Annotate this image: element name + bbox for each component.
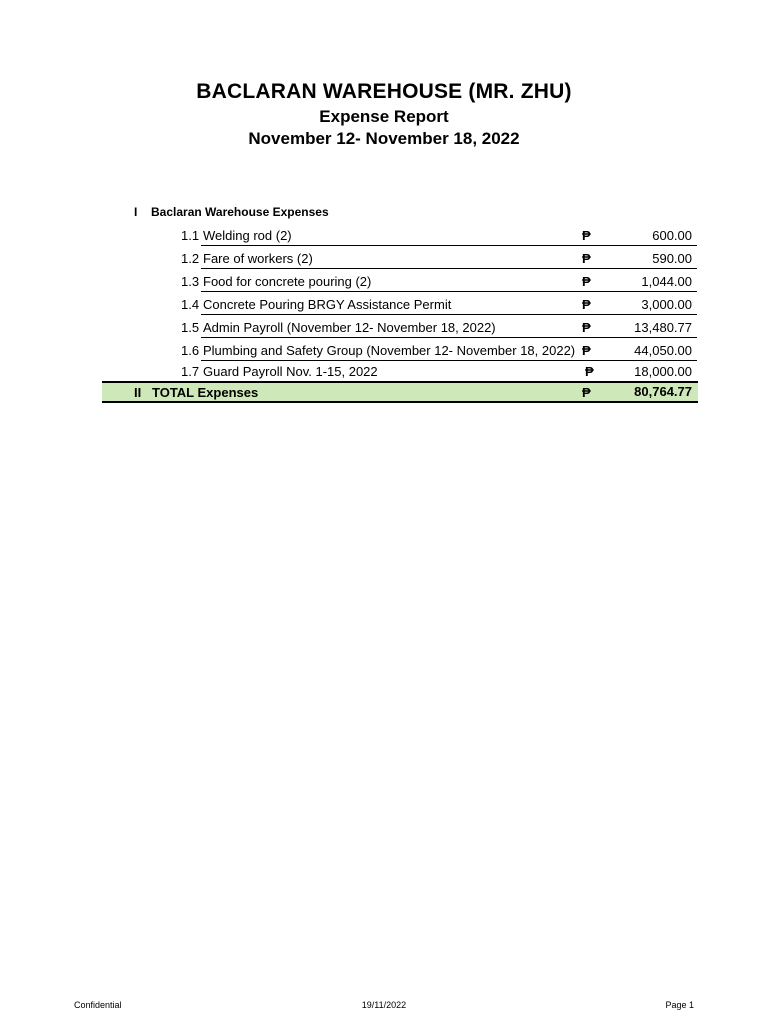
item-description: Plumbing and Safety Group (November 12- November 18, 2022) — [203, 343, 576, 358]
footer-page-number: Page 1 — [665, 1000, 694, 1010]
item-amount: 590.00 — [652, 251, 692, 266]
item-amount: 600.00 — [652, 228, 692, 243]
footer-date: 19/11/2022 — [361, 1000, 407, 1010]
item-amount: 13,480.77 — [634, 320, 692, 335]
expense-row — [0, 343, 768, 365]
report-title: BACLARAN WAREHOUSE (MR. ZHU) — [196, 80, 572, 103]
row-underline — [201, 337, 697, 338]
peso-sign: ₱ — [582, 297, 591, 312]
item-amount: 44,050.00 — [634, 343, 692, 358]
total-peso-sign: ₱ — [582, 385, 591, 400]
item-number: 1.5 — [181, 320, 200, 335]
item-description: Guard Payroll Nov. 1-15, 2022 — [203, 364, 378, 379]
total-number: II — [134, 385, 142, 400]
total-amount: 80,764.77 — [634, 384, 692, 399]
expense-row — [0, 228, 768, 250]
row-underline — [201, 245, 697, 246]
peso-sign: ₱ — [582, 228, 591, 243]
total-label: TOTAL Expenses — [152, 385, 259, 400]
item-description: Food for concrete pouring (2) — [203, 274, 372, 289]
report-period: November 12- November 18, 2022 — [248, 129, 520, 148]
peso-sign: ₱ — [585, 364, 594, 379]
item-number: 1.1 — [181, 228, 200, 243]
item-description: Admin Payroll (November 12- November 18, 2022) — [203, 320, 496, 335]
section-number: I — [134, 205, 138, 219]
item-number: 1.3 — [181, 274, 200, 289]
peso-sign: ₱ — [582, 343, 591, 358]
row-underline — [201, 291, 697, 292]
item-amount: 3,000.00 — [641, 297, 692, 312]
item-description: Fare of workers (2) — [203, 251, 313, 266]
expense-row — [0, 320, 768, 342]
item-number: 1.7 — [181, 364, 200, 379]
expense-row — [0, 297, 768, 319]
row-underline — [201, 360, 697, 361]
report-subtitle: Expense Report — [319, 107, 449, 126]
footer-confidential: Confidential — [74, 1000, 122, 1010]
item-amount: 18,000.00 — [634, 364, 692, 379]
expense-row — [0, 274, 768, 296]
peso-sign: ₱ — [582, 274, 591, 289]
item-amount: 1,044.00 — [641, 274, 692, 289]
section-title: Baclaran Warehouse Expenses — [151, 205, 329, 219]
peso-sign: ₱ — [582, 251, 591, 266]
item-description: Concrete Pouring BRGY Assistance Permit — [203, 297, 452, 312]
peso-sign: ₱ — [582, 320, 591, 335]
item-number: 1.2 — [181, 251, 200, 266]
item-number: 1.4 — [181, 297, 200, 312]
item-description: Welding rod (2) — [203, 228, 292, 243]
expense-row — [0, 251, 768, 273]
row-underline — [201, 268, 697, 269]
row-underline — [201, 314, 697, 315]
item-number: 1.6 — [181, 343, 200, 358]
